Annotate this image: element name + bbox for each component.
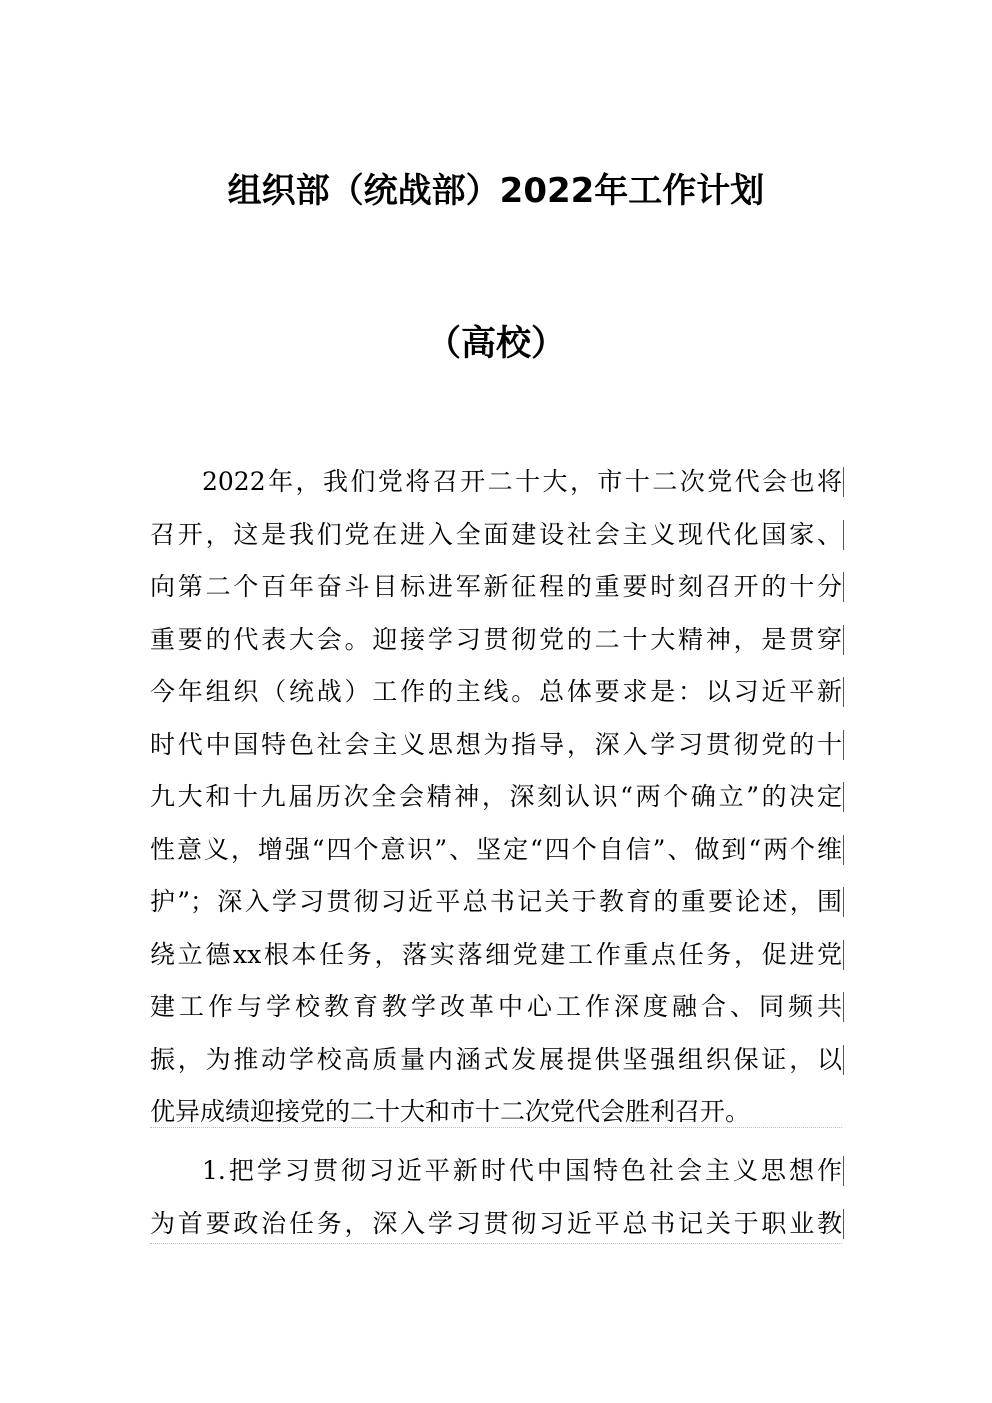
text-line: 绕立德xx根本任务，落实落细党建工作重点任务，促进党 [150, 929, 842, 982]
text-line: 2022年，我们党将召开二十大，市十二次党代会也将 [150, 456, 842, 509]
document-title: 组织部（统战部）2022年工作计划 [227, 171, 765, 211]
paragraph-intro [150, 456, 842, 1139]
text-line: 性意义，增强“四个意识”、坚定“四个自信”、做到“两个维 [150, 824, 842, 877]
text-line: 为首要政治任务，深入学习贯彻习近平总书记关于职业教 [150, 1198, 842, 1251]
text-line: 召开，这是我们党在进入全面建设社会主义现代化国家、 [150, 509, 842, 562]
section-divider [150, 1127, 842, 1128]
paragraph-item-1 [150, 1145, 842, 1250]
document-subtitle: （高校） [425, 324, 566, 364]
text-line: 向第二个百年奋斗目标进军新征程的重要时刻召开的十分 [150, 561, 842, 614]
text-line: 振，为推动学校高质量内涵式发展提供坚强组织保证，以 [150, 1034, 842, 1087]
text-line: 九大和十九届历次全会精神，深刻认识“两个确立”的决定 [150, 771, 842, 824]
text-line: 时代中国特色社会主义思想为指导，深入学习贯彻党的十 [150, 719, 842, 772]
text-line: 重要的代表大会。迎接学习贯彻党的二十大精神，是贯穿 [150, 614, 842, 667]
text-line: 今年组织（统战）工作的主线。总体要求是：以习近平新 [150, 666, 842, 719]
text-line: 护”；深入学习贯彻习近平总书记关于教育的重要论述，围 [150, 876, 842, 929]
text-line: 建工作与学校教育教学改革中心工作深度融合、同频共 [150, 981, 842, 1034]
section-divider [150, 1243, 842, 1244]
text-line: 优异成绩迎接党的二十大和市十二次党代会胜利召开。 [150, 1097, 751, 1126]
text-line: 1.把学习贯彻习近平新时代中国特色社会主义思想作 [150, 1145, 842, 1198]
